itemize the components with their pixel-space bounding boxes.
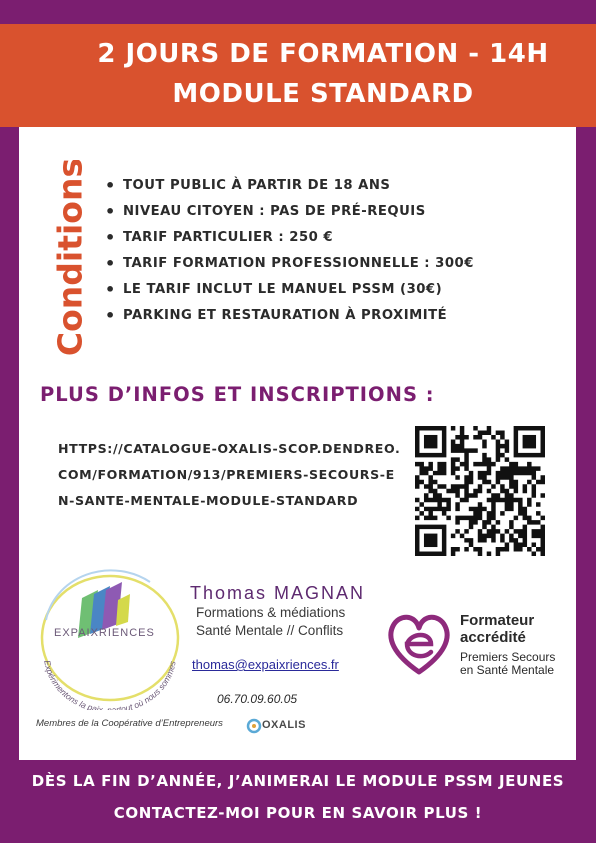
footer-contact-cta: CONTACTEZ-MOI POUR EN SAVOIR PLUS ! — [113, 804, 483, 822]
condition-item: • PARKING ET RESTAURATION À PROXIMITÉ — [105, 306, 474, 332]
accreditation-line4: en Santé Mentale — [460, 663, 555, 677]
conditions-heading — [42, 160, 102, 355]
banner-title-line1: 2 JOURS DE FORMATION - 14H — [97, 39, 549, 69]
banner-title-line2: MODULE STANDARD — [172, 79, 474, 109]
condition-item: • NIVEAU CITOYEN : PAS DE PRÉ-REQUIS — [105, 202, 474, 228]
infos-heading: PLUS D’INFOS ET INSCRIPTIONS : — [40, 383, 435, 406]
registration-url[interactable]: HTTPS://CATALOGUE-OXALIS-SCOP.DENDREO.COM/FORMATION/913/PREMIERS-SECOURS-EN-SANTE-MENTALE-MODULE-STANDARD — [58, 441, 401, 508]
members-text: Membres de la Coopérative d’Entrepreneurs — [36, 718, 223, 729]
qr-code-image[interactable] — [415, 426, 545, 556]
title-banner — [0, 24, 596, 127]
heart-e-icon — [383, 608, 455, 678]
conditions-list — [105, 176, 474, 332]
trainer-name: Thomas MAGNAN — [190, 583, 366, 603]
condition-item: • LE TARIF INCLUT LE MANUEL PSSM (30€) — [105, 280, 474, 306]
accreditation-line1: Formateur — [460, 612, 535, 629]
oxalis-leaf-icon — [246, 715, 262, 737]
condition-item: • TOUT PUBLIC À PARTIR DE 18 ANS — [105, 176, 474, 202]
oxalis-logo-text: OXALIS — [262, 719, 306, 731]
conditions-vertical-title: Conditions — [50, 160, 90, 355]
qr-code-icon — [415, 426, 545, 556]
accreditation-line3: Premiers Secours — [460, 650, 556, 664]
trainer-specialty-2: Santé Mentale // Conflits — [196, 623, 344, 638]
trainer-specialty-1: Formations & médiations — [196, 605, 346, 620]
logo-name: EXPAIXRIENCES — [54, 627, 155, 639]
condition-item: • TARIF PARTICULIER : 250 € — [105, 228, 474, 254]
logo-tagline: Expérimentons la paix, partout où nous sommes — [42, 659, 178, 710]
condition-item: • TARIF FORMATION PROFESSIONNELLE : 300€ — [105, 254, 474, 280]
accreditation-line2: accrédité — [460, 629, 526, 646]
email-link[interactable]: thomas@expaixriences.fr — [192, 657, 339, 672]
phone-number: 06.70.09.60.05 — [217, 692, 298, 706]
footer-announcement: DÈS LA FIN D’ANNÉE, J’ANIMERAI LE MODULE PSSM JEUNES — [31, 772, 565, 790]
